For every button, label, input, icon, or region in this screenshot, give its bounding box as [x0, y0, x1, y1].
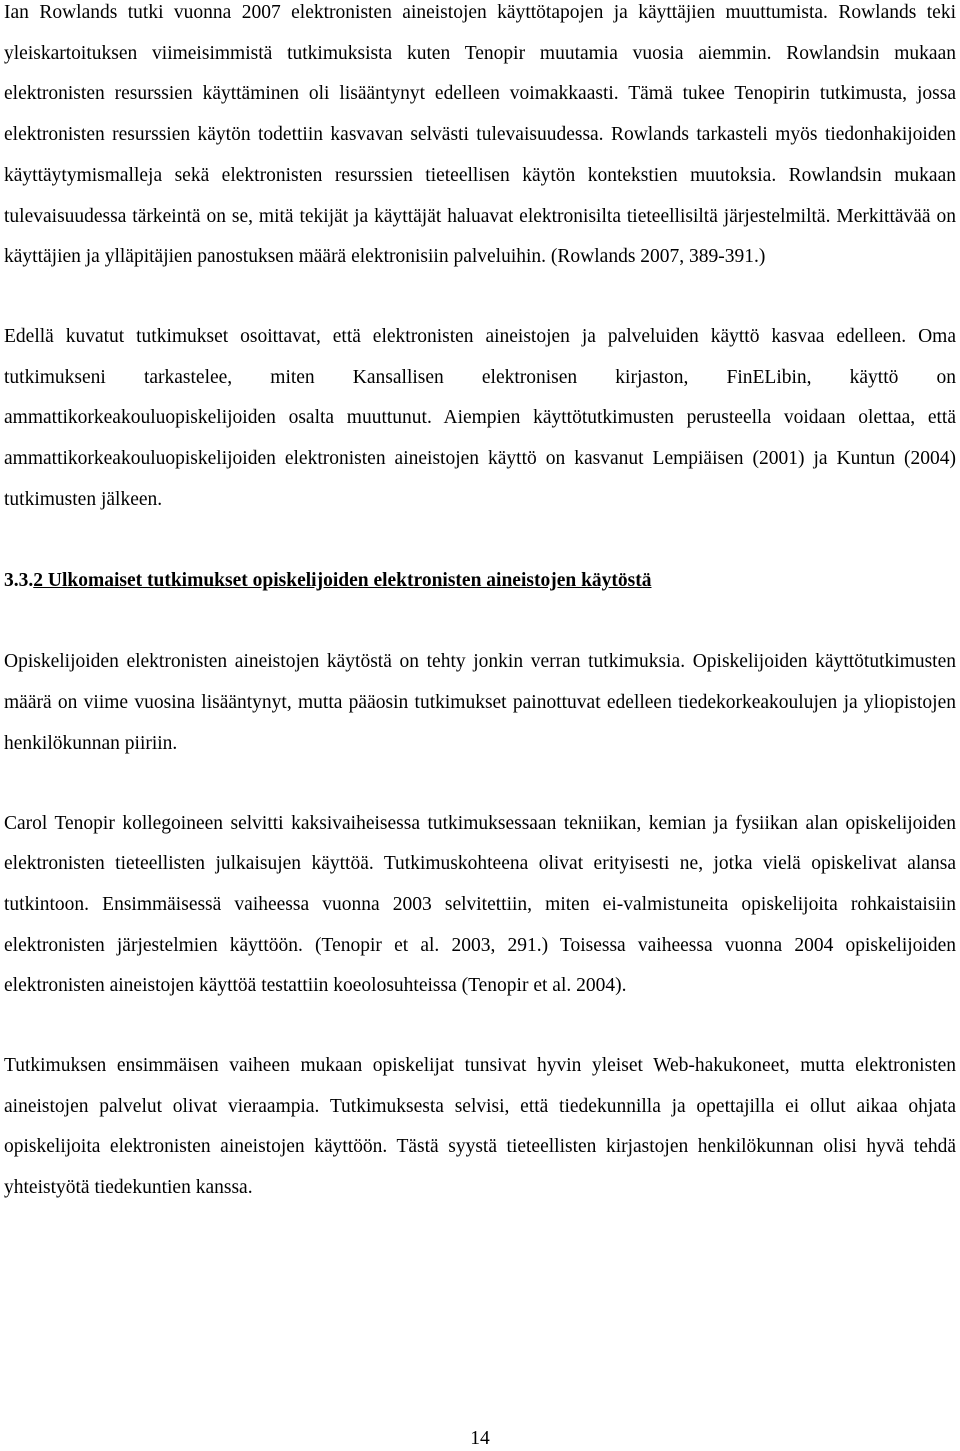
paragraph-summary: Edellä kuvatut tutkimukset osoittavat, että elektronisten aineistojen ja palveluiden käyttö kasvaa edelleen. Oma tutkimukseni tarkastelee, miten Kansallisen elektronisen kirjaston, FinELibin, käyttö on ammattikorkeakouluopiskelijoiden osalta muuttunut. Aiempien käyttötutkimusten perusteella voidaan olettaa, että ammattikorkeakouluopiskelijoiden elektronisten aineistojen käyttö on kasvanut Lempiäisen (2001) ja Kuntun (2004) tutkimusten jälkeen.	[4, 325, 956, 510]
document-page	[4, 0, 956, 1209]
paragraph-first-phase: Tutkimuksen ensimmäisen vaiheen mukaan opiskelijat tunsivat hyvin yleiset Web-hakukoneet, mutta elektronisten aineistojen palvelut olivat vieraampia. Tutkimuksesta selvisi, että tiedekunnilla ja opettajilla ei ollut aikaa ohjata opiskelijoita elektronisten aineistojen käyttöön. Tästä syystä tieteellisten kirjastojen henkilökunnan olisi hyvä tehdä yhteistyötä tiedekuntien kanssa.	[4, 1055, 956, 1199]
section-heading-number: 3.3.	[4, 570, 34, 592]
paragraph-students-intro: Opiskelijoiden elektronisten aineistojen käytöstä on tehty jonkin verran tutkimuksia. Opiskelijoiden käyttötutkimusten määrä on viime vuosina lisääntynyt, mutta pääosin tutkimukset painottuvat edelleen tiedekorkeakoulujen ja yliopistojen henkilökunnan piiriin.	[4, 651, 956, 754]
page-number: 14	[470, 1428, 490, 1449]
paragraph-tenopir: Carol Tenopir kollegoineen selvitti kaksivaiheisessa tutkimuksessaan tekniikan, kemian ja fysiikan alan opiskelijoiden elektronisten tieteellisten julkaisujen käyttöä. Tutkimuskohteena olivat erityisesti ne, jotka vielä opiskelivat alansa tutkintoon. Ensimmäisessä vaiheessa vuonna 2003 selvitettiin, miten ei-valmistuneita opiskelijoita rohkaistaisiin elektronisten järjestelmien käyttöön. (Tenopir et al. 2003, 291.) Toisessa vaiheessa vuonna 2004 opiskelijoiden elektronisten aineistojen käyttöä testattiin koeolosuhteissa (Tenopir et al. 2004).	[4, 812, 956, 997]
section-heading-text: 2 Ulkomaiset tutkimukset opiskelijoiden elektronisten aineistojen käytöstä	[33, 570, 652, 592]
paragraph-rowlands: Ian Rowlands tutki vuonna 2007 elektronisten aineistojen käyttötapojen ja käyttäjien muuttumista. Rowlands teki yleiskartoituksen viimeisimmistä tutkimuksista kuten Tenopir muutamia vuosia aiemmin. Rowlandsin mukaan elektronisten resurssien käyttäminen oli lisääntynyt edelleen voimakkaasti. Tämä tukee Tenopirin tutkimusta, jossa elektronisten resurssien käytön todettiin kasvavan selvästi tulevaisuudessa. Rowlands tarkasteli myös tiedonhakijoiden käyttäytymismalleja sekä elektronisten resurssien tieteellisen käytön kontekstien muutoksia. Rowlandsin mukaan tulevaisuudessa tärkeintä on se, mitä tekijät ja käyttäjät haluavat elektronisilta tieteellisiltä järjestelmiltä. Merkittävää on käyttäjien ja ylläpitäjien panostuksen määrä elektronisiin palveluihin. (Rowlands 2007, 389-391.)	[4, 2, 956, 268]
section-heading	[4, 561, 956, 601]
